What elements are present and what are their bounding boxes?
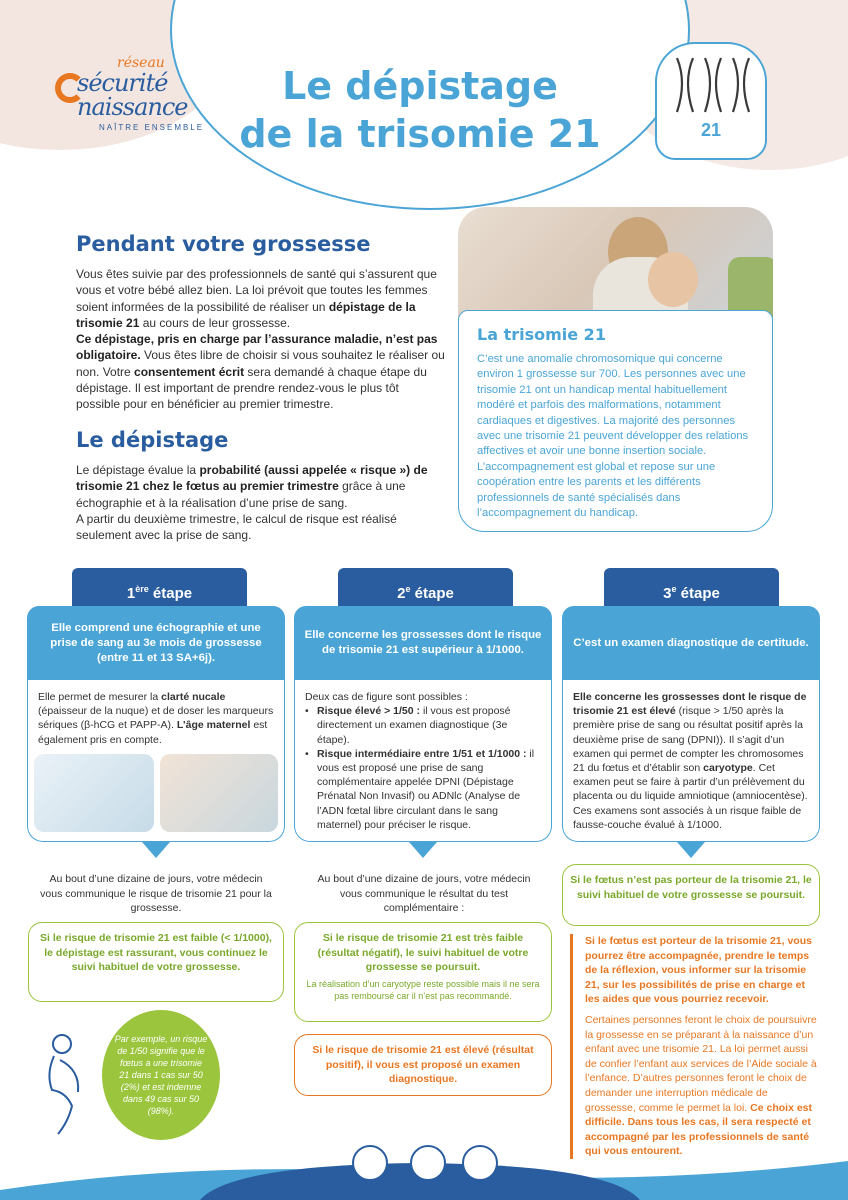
pregnant-woman-icon [38, 1030, 98, 1138]
section-heading-depistage: Le dépistage [76, 428, 229, 452]
logo-securite: sécurité [77, 69, 168, 97]
trisomie-text: C’est une anomalie chromosomique qui concerne environ 1 grossesse sur 700. Les personnes avec une trisomie 21 ont un handicap mental habituellement modéré et parfois des malformations, notamment cardiaques et digestives. La majorité des personnes avec une trisomie 21 peuvent développer des relations affectives et avoir une bonne insertion sociale. L’accompagnement est global et repose sur une coopération entre les parents et les différents professionnels de santé spécialisés dans l’accompagnement du handicap. [477, 353, 749, 520]
step-2-summary: Elle concerne les grossesses dont le risque de trisomie 21 est supérieur à 1/1000. [294, 606, 552, 680]
logo [55, 55, 215, 135]
step-1-low-risk-box: Si le risque de trisomie 21 est faible (< 1/1000), le dépistage est rassurant, vous continuez le suivi habituel de votre grossesse. [28, 922, 284, 1002]
arrow-down-icon [409, 842, 437, 858]
step-1-summary: Elle comprend une échographie et une prise de sang au 3e mois de grossesse (entre 11 et 13 SA+6j). [27, 606, 285, 680]
baby-icon [410, 1145, 446, 1181]
step-2-result-text: Au bout d’une dizaine de jours, votre médecin vous communique le résultat du test complémentaire : [317, 873, 531, 914]
title-line-2: de la trisomie 21 [239, 112, 601, 156]
step-3-body: Elle concerne les grossesses dont le risque de trisomie 21 est élevé (risque > 1/50 après la première prise de sang ou résultat positif après la deuxième prise de sang (DPNI)). Il s’agit d’un examen qui permet de compter les chromosomes 21 du fœtus et d’établir son caryotype. Cet examen peut se faire à partir d’un prélèvement du placenta ou du liquide amniotique (amniocentèse). Ces examens sont associés à un risque faible de fausse-couche évalué à 1/1000. [562, 680, 820, 842]
logo-reseau: réseau [117, 55, 165, 71]
title-line-1: Le dépistage [282, 64, 558, 108]
grossesse-paragraph: Vous êtes suivie par des professionnels de santé qui s’assurent que vous et votre bébé allez bien. La loi prévoit que toutes les femmes soient informées de la possibilité de réaliser un dépistage de la trisomie 21 au cours de leur grossesse. Ce dépistage, pris en charge par l’assurance maladie, n’est pas obligatoire. Vous êtes libre de choisir si vous souhaitez le réaliser ou non. Votre consentement écrit sera demandé à chaque étape du dépistage. Il est important de prendre rendez-vous le plus tôt possible pour en bénéficier au premier trimestre. [76, 267, 445, 412]
depistage-paragraph: Le dépistage évalue la probabilité (aussi appelée « risque ») de trisomie 21 chez le fœtus au premier trimestre grâce à une échographie et à la réalisation d’une prise de sang. A partir du deuxième trimestre, le calcul de risque est réalisé seulement avec la prise de sang. [76, 463, 428, 543]
step-3-positive-text: Si le fœtus est porteur de la trisomie 21, vous pourrez être accompagnée, prendre le temps de la réflexion, vous informer sur la trisomie 21, sur les possibilités de prise en charge et les aides que vous pourriez recevoir. Certaines personnes feront le choix de poursuivre la grossesse en se préparant à la naissance d’un enfant avec une trisomie 21. La loi permet aussi de confier l’enfant aux services de l’Aide sociale à l’enfance. D’autres personnes feront le choix de demander une interruption médicale de grossesse, comme le permet la loi. Ce choix est difficile. Dans tous les cas, il sera respecté et accompagné par les professionnels de santé qui vous entourent. [570, 934, 820, 1159]
france-map-icon [462, 1145, 498, 1181]
trisomie-title: La trisomie 21 [477, 325, 606, 344]
page-title [200, 62, 640, 158]
step-1-result-text: Au bout d’une dizaine de jours, votre médecin vous communique le risque de trisomie 21 pour la grossesse. [40, 873, 272, 914]
trisomie-info-box [458, 310, 773, 532]
step-3-summary: C’est un examen diagnostique de certitude. [562, 606, 820, 680]
arrow-down-icon [677, 842, 705, 858]
chromosome-badge [655, 42, 767, 160]
arrow-down-icon [142, 842, 170, 858]
ultrasound-photo [34, 754, 154, 832]
blood-test-photo [160, 754, 278, 832]
logo-naissance: naissance [77, 93, 188, 121]
step-2-low-risk-box: Si le risque de trisomie 21 est très faible (résultat négatif), le suivi habituel de votre grossesse se poursuit. La réalisation d’un caryotype reste possible mais il ne sera pas remboursé car il n’est pas recommandé. [294, 922, 552, 1022]
step-1-body: Elle permet de mesurer la clarté nucale (épaisseur de la nuque) et de doser les marqueurs sériques (β-hCG et PAPP-A). L’âge maternel est également pris en compte. [27, 680, 285, 842]
step-3-header: 3e étape [604, 568, 779, 610]
step-2-header: 2e étape [338, 568, 513, 610]
step-1-header: 1ère étape [72, 568, 247, 610]
chromosome-icon [659, 52, 767, 124]
risk-example-circle: Par exemple, un risque de 1/50 signifie que le fœtus a une trisomie 21 dans 1 cas sur 50 (2%) et est indemne dans 49 cas sur 50 (98%). [102, 1010, 220, 1140]
step-2-high-risk-box: Si le risque de trisomie 21 est élevé (résultat positif), il vous est proposé un examen diagnostique. [294, 1034, 552, 1096]
section-heading-grossesse: Pendant votre grossesse [76, 232, 371, 256]
pregnant-icon [352, 1145, 388, 1181]
step-2-body: Deux cas de figure sont possibles : • Risque élevé > 1/50 : il vous est proposé directement un examen diagnostique (3e étape). • Risque intermédiaire entre 1/51 et 1/1000 : il vous est proposé une prise de sang complémentaire appelée DPNI (Dépistage Prénatal Non Invasif) ou ADNlc (Analyse de l’ADN fœtal libre circulant dans le sang maternel) pour préciser le risque. [294, 680, 552, 842]
logo-tagline: NAÎTRE ENSEMBLE [99, 123, 205, 132]
step-3-negative-box: Si le fœtus n’est pas porteur de la trisomie 21, le suivi habituel de votre grossesse se poursuit. [562, 864, 820, 926]
badge-number: 21 [700, 120, 722, 140]
